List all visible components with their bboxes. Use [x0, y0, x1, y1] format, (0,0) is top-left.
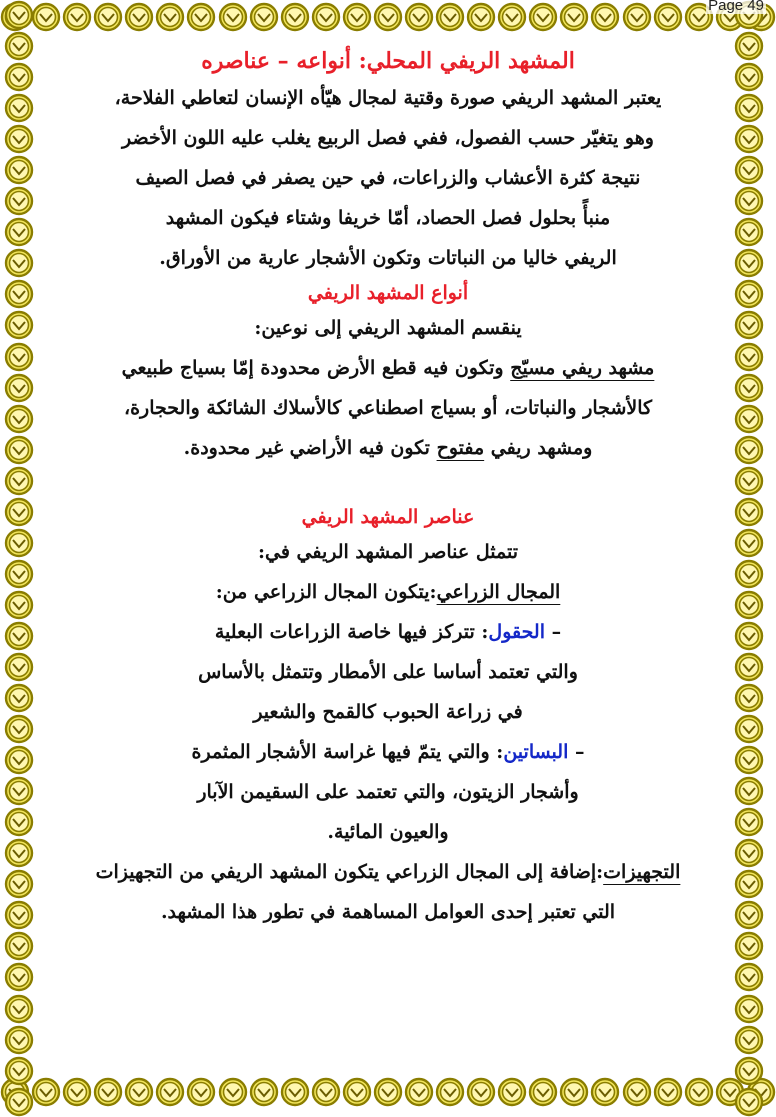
open-term: مفتوح: [436, 437, 485, 459]
intro-line-3: نتيجة كثرة الأعشاب والزراعات، في حين يصفر في فصل الصيف: [135, 167, 641, 189]
border-ornament-icon: [280, 1077, 310, 1107]
border-ornament-icon: [4, 900, 34, 930]
border-ornament-icon: [373, 1077, 403, 1107]
border-ornament-icon: [734, 683, 764, 713]
border-ornament-icon: [4, 838, 34, 868]
border-ornament-icon: [4, 248, 34, 278]
open-rest: تكون فيه الأراضي غير محدودة.: [183, 437, 437, 459]
border-ornament-icon: [734, 714, 764, 744]
equip-line-2: التي تعتبر إحدى العوامل المساهمة في تطور هذا المشهد.: [160, 901, 616, 923]
border-ornament-icon: [497, 1077, 527, 1107]
border-ornament-icon: [4, 497, 34, 527]
border-ornament-icon: [734, 404, 764, 434]
border-ornament-icon: [155, 2, 185, 32]
agri-line: [48, 572, 728, 612]
fields-line-2: والتي تعتمد أساسا على الأمطار وتتمثل بالأساس: [198, 661, 578, 683]
border-ornament-icon: [734, 435, 764, 465]
border-ornament-icon: [124, 1077, 154, 1107]
border-ornament-icon: [622, 1077, 652, 1107]
border-ornament-icon: [4, 683, 34, 713]
border-ornament-icon: [4, 404, 34, 434]
types-heading: أنواع المشهد الريفي: [307, 282, 469, 304]
elements-heading: عناصر المشهد الريفي: [301, 506, 475, 528]
intro-line-4: منبأً بحلول فصل الحصاد، أمّا خريفا وشتاء فيكون المشهد: [165, 207, 611, 229]
border-ornament-icon: [404, 1077, 434, 1107]
border-ornament-icon: [734, 1087, 764, 1117]
border-ornament-icon: [280, 2, 310, 32]
intro-line-2: وهو يتغيّر حسب الفصول، ففي فصل الربيع يغلب عليه اللون الأخضر: [122, 127, 654, 149]
border-ornament-icon: [590, 2, 620, 32]
spacer: [48, 468, 728, 502]
border-ornament-icon: [4, 1025, 34, 1055]
border-ornament-icon: [590, 1077, 620, 1107]
border-ornament-icon: [734, 652, 764, 682]
border-ornament-icon: [4, 342, 34, 372]
border-ornament-icon: [734, 869, 764, 899]
agri-rest: :يتكون المجال الزراعي من:: [215, 581, 437, 603]
orchards-line-1: [48, 732, 728, 772]
border-ornament-icon: [734, 1056, 764, 1086]
border-left: [4, 0, 42, 1117]
page-title: المشهد الريفي المحلي: أنواعه – عناصره: [201, 48, 575, 74]
border-top: [0, 2, 776, 40]
border-ornament-icon: [466, 1077, 496, 1107]
border-ornament-icon: [4, 466, 34, 496]
border-ornament-icon: [653, 1077, 683, 1107]
border-ornament-icon: [342, 2, 372, 32]
border-ornament-icon: [4, 93, 34, 123]
border-ornament-icon: [155, 1077, 185, 1107]
border-ornament-icon: [4, 869, 34, 899]
border-ornament-icon: [4, 155, 34, 185]
border-ornament-icon: [342, 1077, 372, 1107]
border-ornament-icon: [4, 279, 34, 309]
border-ornament-icon: [734, 31, 764, 61]
border-right: [734, 0, 772, 1117]
border-bottom: [0, 1077, 776, 1115]
border-ornament-icon: [734, 621, 764, 651]
border-ornament-icon: [4, 714, 34, 744]
border-ornament-icon: [466, 2, 496, 32]
border-ornament-icon: [734, 62, 764, 92]
border-ornament-icon: [734, 931, 764, 961]
enclosed-line-1: [48, 348, 728, 388]
border-ornament-icon: [218, 1077, 248, 1107]
orchards-term: البساتين: [503, 741, 569, 763]
border-ornament-icon: [4, 994, 34, 1024]
border-ornament-icon: [734, 745, 764, 775]
border-ornament-icon: [4, 931, 34, 961]
border-ornament-icon: [653, 2, 683, 32]
border-ornament-icon: [404, 2, 434, 32]
border-ornament-icon: [528, 2, 558, 32]
border-ornament-icon: [435, 2, 465, 32]
border-ornament-icon: [734, 342, 764, 372]
border-ornament-icon: [373, 2, 403, 32]
border-ornament-icon: [4, 1056, 34, 1086]
border-ornament-icon: [4, 217, 34, 247]
border-ornament-icon: [734, 186, 764, 216]
border-ornament-icon: [4, 186, 34, 216]
orchards-line-3: والعيون المائية.: [327, 821, 449, 843]
orchards-dash: –: [568, 741, 585, 763]
border-ornament-icon: [734, 994, 764, 1024]
open-prefix: ومشهد ريفي: [484, 437, 593, 459]
intro-line-5: الريفي خاليا من النباتات وتكون الأشجار عارية من الأوراق.: [159, 247, 617, 269]
border-ornament-icon: [734, 93, 764, 123]
border-ornament-icon: [559, 1077, 589, 1107]
border-ornament-icon: [4, 962, 34, 992]
page-number: Page 49: [708, 0, 764, 14]
fields-line-3: في زراعة الحبوب كالقمح والشعير: [253, 701, 523, 723]
enclosed-line-1-rest: وتكون فيه قطع الأرض محدودة إمّا بسياج طبيعي: [121, 357, 511, 379]
border-ornament-icon: [734, 497, 764, 527]
border-ornament-icon: [249, 1077, 279, 1107]
border-ornament-icon: [62, 1077, 92, 1107]
border-ornament-icon: [4, 0, 34, 30]
equip-line-1: [48, 852, 728, 892]
border-ornament-icon: [4, 373, 34, 403]
border-ornament-icon: [186, 2, 216, 32]
equip-rest: :إضافة إلى المجال الزراعي يتكون المشهد الريفي من التجهيزات: [95, 861, 604, 883]
border-ornament-icon: [4, 310, 34, 340]
page-content: [48, 44, 728, 1069]
border-ornament-icon: [734, 559, 764, 589]
border-ornament-icon: [311, 1077, 341, 1107]
border-ornament-icon: [622, 2, 652, 32]
border-ornament-icon: [734, 776, 764, 806]
border-ornament-icon: [4, 590, 34, 620]
fields-dash: –: [545, 621, 562, 643]
border-ornament-icon: [311, 2, 341, 32]
border-ornament-icon: [734, 900, 764, 930]
border-ornament-icon: [4, 31, 34, 61]
border-ornament-icon: [4, 559, 34, 589]
border-ornament-icon: [4, 776, 34, 806]
border-ornament-icon: [249, 2, 279, 32]
border-ornament-icon: [734, 124, 764, 154]
agri-term: المجال الزراعي: [436, 581, 561, 603]
equip-term: التجهيزات: [603, 861, 681, 883]
border-ornament-icon: [93, 2, 123, 32]
border-ornament-icon: [4, 1087, 34, 1117]
border-ornament-icon: [734, 155, 764, 185]
border-ornament-icon: [734, 279, 764, 309]
border-ornament-icon: [93, 1077, 123, 1107]
border-ornament-icon: [734, 962, 764, 992]
border-ornament-icon: [497, 2, 527, 32]
border-ornament-icon: [734, 248, 764, 278]
border-ornament-icon: [4, 435, 34, 465]
orchards-line-1-rest: : والتي يتمّ فيها غراسة الأشجار المثمرة: [191, 741, 504, 763]
border-ornament-icon: [684, 1077, 714, 1107]
border-ornament-icon: [734, 466, 764, 496]
border-ornament-icon: [124, 2, 154, 32]
border-ornament-icon: [435, 1077, 465, 1107]
border-ornament-icon: [186, 1077, 216, 1107]
orchards-line-2: وأشجار الزيتون، والتي تعتمد على السقيمن الآبار: [197, 781, 579, 803]
border-ornament-icon: [528, 1077, 558, 1107]
border-ornament-icon: [4, 124, 34, 154]
border-ornament-icon: [218, 2, 248, 32]
open-line: [48, 428, 728, 468]
border-ornament-icon: [734, 838, 764, 868]
border-ornament-icon: [734, 217, 764, 247]
border-ornament-icon: [734, 807, 764, 837]
border-ornament-icon: [734, 1025, 764, 1055]
border-ornament-icon: [4, 652, 34, 682]
types-lead: ينقسم المشهد الريفي إلى نوعين:: [254, 317, 522, 339]
fields-line-1: [48, 612, 728, 652]
border-ornament-icon: [734, 373, 764, 403]
border-ornament-icon: [62, 2, 92, 32]
border-ornament-icon: [559, 2, 589, 32]
border-ornament-icon: [4, 528, 34, 558]
border-ornament-icon: [734, 528, 764, 558]
enclosed-term: مشهد ريفي مسيّج: [510, 357, 655, 379]
fields-line-1-rest: : تتركز فيها خاصة الزراعات البعلية: [214, 621, 489, 643]
border-ornament-icon: [4, 745, 34, 775]
enclosed-line-2: كالأشجار والنباتات، أو بسياج اصطناعي كالأسلاك الشائكة والحجارة،: [123, 397, 653, 419]
border-ornament-icon: [734, 310, 764, 340]
border-ornament-icon: [4, 621, 34, 651]
border-ornament-icon: [4, 62, 34, 92]
border-ornament-icon: [734, 590, 764, 620]
elements-lead: تتمثل عناصر المشهد الريفي في:: [257, 541, 519, 563]
fields-term: الحقول: [488, 621, 545, 643]
intro-line-1: يعتبر المشهد الريفي صورة وقتية لمجال هيّأه الإنسان لتعاطي الفلاحة،: [114, 87, 662, 109]
border-ornament-icon: [4, 807, 34, 837]
